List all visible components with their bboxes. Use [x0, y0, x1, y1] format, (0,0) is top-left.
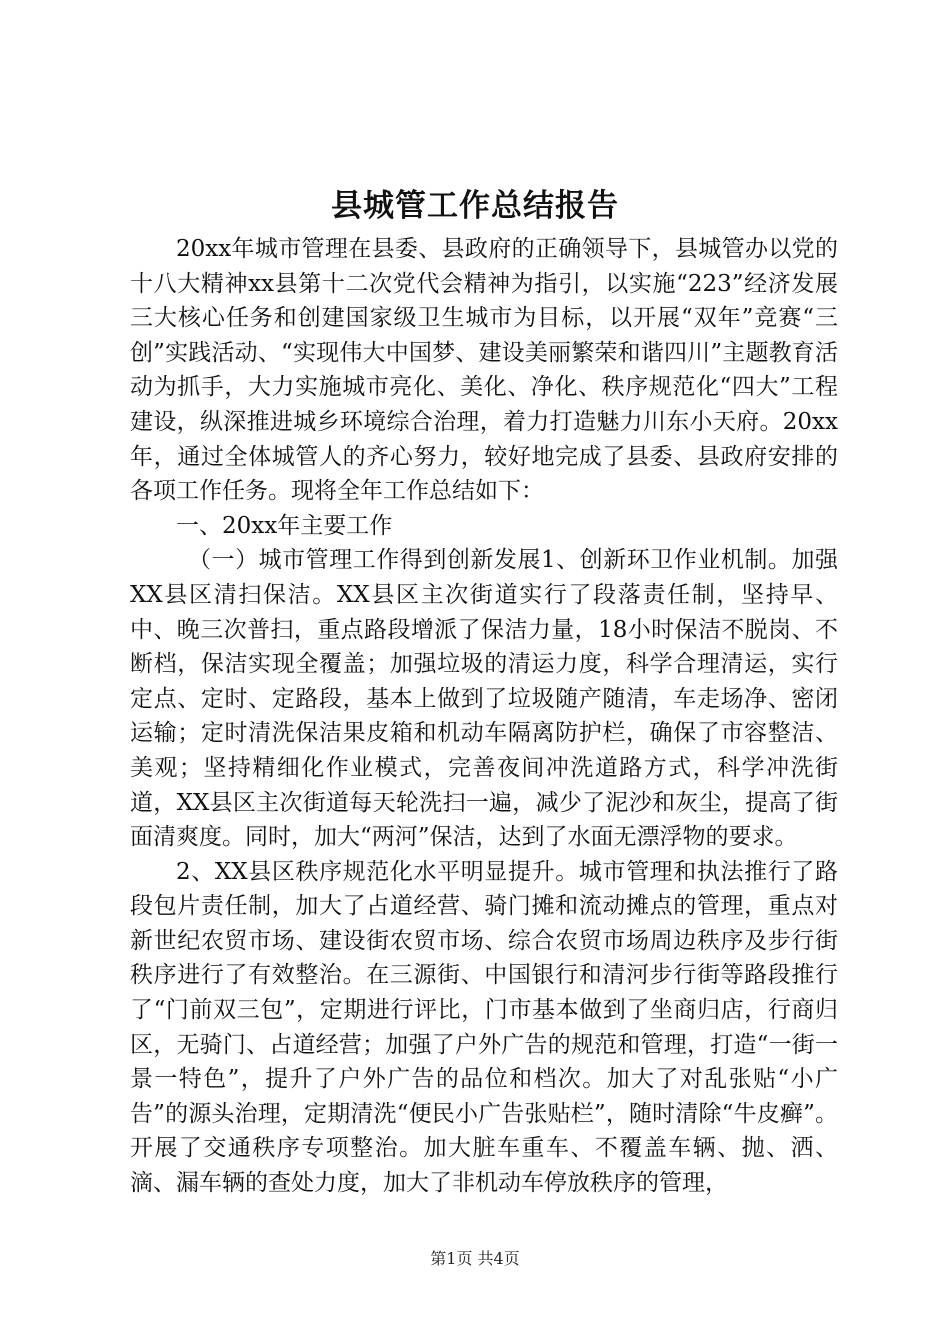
paragraph-intro: 20xx年城市管理在县委、县政府的正确领导下，县城管办以党的十八大精神xx县第十二次党代会精神为指引，以实施“223”经济发展三大核心任务和创建国家级卫生城市为目标，以开展“双年”竞赛“三创”实践活动、“实现伟大中国梦、建设美丽繁荣和谐四川”主题教育活动为抓手，大力实施城市亮化、美化、净化、秩序规范化“四大”工程建设，纵深推进城乡环境综合治理，着力打造魅力川东小天府。20xx年，通过全体城管人的齐心努力，较好地完成了县委、县政府安排的各项工作任务。现将全年工作总结如下： — [130, 236, 838, 505]
paragraph-order: 2、XX县区秩序规范化水平明显提升。城市管理和执法推行了路段包片责任制，加大了占道经营、骑门摊和流动摊点的管理，重点对新世纪农贸市场、建设街农贸市场、综合农贸市场周边秩序及步行街秩序进行了有效整治。在三源街、中国银行和清河步行街等路段推行了“门前双三包”，定期进行评比，门市基本做到了坐商归店，行商归区，无骑门、占道经营；加强了户外广告的规范和管理，打造“一街一景一特色”，提升了户外广告的品位和档次。加大了对乱张贴“小广告”的源头治理，定期清洗“便民小广告张贴栏”，随时清除“牛皮癣”。开展了交通秩序专项整治。加大脏车重车、不覆盖车辆、抛、洒、滴、漏车辆的查处力度，加大了非机动车停放秩序的管理， — [130, 858, 838, 1197]
paragraph-sanitation: （一）城市管理工作得到创新发展1、创新环卫作业机制。加强XX县区清扫保洁。XX县区主次街道实行了段落责任制，坚持早、中、晚三次普扫，重点路段增派了保洁力量，18小时保洁不脱岗、不断档，保洁实现全覆盖；加强垃圾的清运力度，科学合理清运，实行定点、定时、定路段，基本上做到了垃圾随产随清，车走场净、密闭运输；定时清洗保洁果皮箱和机动车隔离防护栏，确保了市容整洁、美观；坚持精细化作业模式，完善夜间冲洗道路方式，科学冲洗街道，XX县区主次街道每天轮洗扫一遍，减少了泥沙和灰尘，提高了街面清爽度。同时，加大“两河”保洁，达到了水面无漂浮物的要求。 — [130, 547, 838, 851]
section-heading: 一、20xx年主要工作 — [176, 512, 393, 539]
document-title: 县城管工作总结报告 — [331, 188, 619, 224]
page-footer: 第1页 共4页 — [430, 1249, 520, 1268]
document-body — [130, 232, 838, 1201]
